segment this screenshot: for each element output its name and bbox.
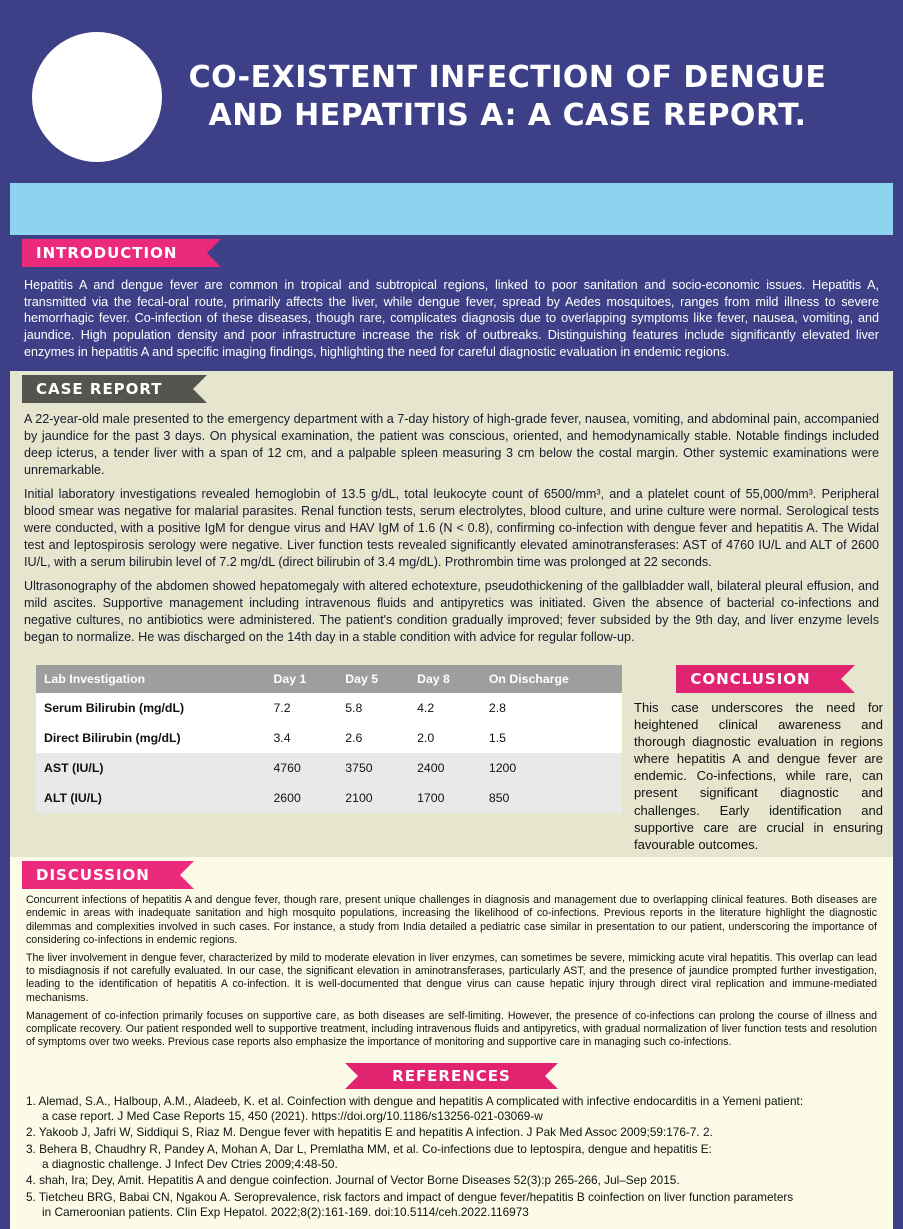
reference-4-line1: 4. shah, Ira; Dey, Amit. Hepatitis A and dengue coinfection. Journal of Vector Borne Diseases 52(3):p 265-266, Jul–Sep 2015. — [26, 1173, 680, 1188]
page-title — [162, 59, 853, 134]
column-lab-investigation: Lab Investigation — [36, 665, 265, 693]
conclusion-heading: CONCLUSION — [676, 665, 840, 693]
cell-direct-bilirubin-day5: 2.6 — [337, 723, 409, 753]
lab-investigation-table — [36, 665, 622, 813]
discussion-paragraph-2: The liver involvement in dengue fever, characterized by mild to moderate elevation in liver enzymes, can sometimes be severe, mimicking acute viral hepatitis. This overlap can lead to misdiagnosis if not carefully evaluated. In our case, the significant elevation in aminotransferases, particularly AST, and the presence of jaundice prompted further investigation, leading to the identification of hepatitis A co-infection. It is well-documented that dengue virus can cause hepatic injury through direct viral replication and immune-mediated mechanisms. — [26, 952, 877, 1004]
section-case-report-header — [10, 371, 893, 407]
column-day-1: Day 1 — [265, 665, 337, 693]
table-row — [36, 693, 622, 723]
table-header-row — [36, 665, 622, 693]
reference-1-line2: a case report. J Med Case Reports 15, 450 (2021). https://doi.org/10.1186/s13256-021-03069-w — [42, 1108, 543, 1123]
discussion-paragraph-3: Management of co-infection primarily focuses on supportive care, as both diseases are self-limiting. However, the presence of co-infections can prolong the course of illness and complicate recovery. Our patient responded well to supportive treatment, including intravenous fluids and antipyretics, with gradual normalization of liver function tests and resolution of symptoms over two weeks. Previous case reports also emphasize the importance of monitoring and supportive care in managing such co-infections. — [26, 1009, 877, 1049]
column-on-discharge: On Discharge — [481, 665, 622, 693]
discussion-text — [10, 891, 893, 1061]
section-discussion-header — [10, 857, 893, 891]
case-paragraph-3: Ultrasonography of the abdomen showed hepatomegaly with altered echotexture, pseudothickening of the gallbladder wall, bilateral pleural effusion, and mild ascites. Supportive management including intravenous fluids and antipyretics was initiated. Given the absence of bacterial co-infections and negative cultures, no antibiotics were administered. The patient's condition gradually improved; fever subsided by the 9th day, and liver enzyme levels began to normalize. He was discharged on the 14th day in a stable condition with advice for regular follow-up. — [24, 578, 879, 644]
row-label-serum-bilirubin: Serum Bilirubin (mg/dL) — [36, 693, 265, 723]
table-row — [36, 753, 622, 783]
author-band — [10, 183, 893, 235]
cell-serum-bilirubin-day5: 5.8 — [337, 693, 409, 723]
cell-serum-bilirubin-discharge: 2.8 — [481, 693, 622, 723]
case-paragraph-2: Initial laboratory investigations revealed hemoglobin of 13.5 g/dL, total leukocyte count of 6500/mm³, and a platelet count of 55,000/mm³. Peripheral blood smear was negative for malarial parasites. Renal function tests, serum electrolytes, blood culture, and urine culture were normal. Serological tests were conducted, with a positive IgM for dengue virus and HAV IgM of 1.6 (N < 0.8), confirming co-infection with dengue fever and hepatitis A. The Widal test and leptospirosis serology were negative. Liver function tests revealed significantly elevated aminotransferases: AST of 4760 IU/L and ALT of 2600 IU/L, with a serum bilirubin level of 7.2 mg/dL (direct bilirubin of 3.4 mg/dL). Prothrombin time was prolonged at 22 seconds. — [24, 486, 879, 569]
reference-5-line1: 5. Tietcheu BRG, Babai CN, Ngakou A. Seroprevalence, risk factors and impact of dengue fever/hepatitis B coinfection on liver function parameters — [26, 1189, 794, 1204]
cell-direct-bilirubin-day8: 2.0 — [409, 723, 481, 753]
conclusion-container — [622, 665, 893, 853]
introduction-text: Hepatitis A and dengue fever are common in tropical and subtropical regions, linked to poor sanitation and socio-economic issues. Hepatitis A, transmitted via the fecal-oral route, primarily affects the liver, while dengue fever, spread by Aedes mosquitoes, ranges from mild illness to severe hemorrhagic fever. Co-infection of these diseases, though rare, complicates diagnosis due to overlapping symptoms like fever, nausea, vomiting, and jaundice. High population density and poor infrastructure increase the risk of outbreaks. Distinguishing features include significantly elevated liver enzymes in hepatitis A and specific imaging findings, highlighting the need for careful diagnostic evaluation in endemic regions. — [10, 273, 893, 371]
row-label-ast: AST (IU/L) — [36, 753, 265, 783]
cell-alt-day1: 2600 — [265, 783, 337, 813]
cell-alt-discharge: 850 — [481, 783, 622, 813]
cell-direct-bilirubin-day1: 3.4 — [265, 723, 337, 753]
column-day-8: Day 8 — [409, 665, 481, 693]
conclusion-heading-wrap — [634, 665, 883, 693]
references-heading: REFERENCES — [358, 1063, 545, 1089]
page-title-line1: CO-EXISTENT INFECTION OF DENGUE — [188, 60, 827, 95]
row-label-direct-bilirubin: Direct Bilirubin (mg/dL) — [36, 723, 265, 753]
section-introduction-header — [10, 235, 893, 273]
cell-direct-bilirubin-discharge: 1.5 — [481, 723, 622, 753]
case-paragraph-1: A 22-year-old male presented to the emergency department with a 7-day history of high-grade fever, nausea, vomiting, and abdominal pain, accompanied by jaundice for the past 3 days. On physical examination, the patient was conscious, oriented, and hemodynamically stable. Notable findings included deep icterus, a tender liver with a span of 12 cm, and a palpable spleen measuring 3 cm below the costal margin. Other systemic examinations were unremarkable. — [24, 411, 879, 477]
table-row — [36, 723, 622, 753]
reference-5-line2: in Cameroonian patients. Clin Exp Hepatol. 2022;8(2):161-169. doi:10.5114/ceh.2022.116973 — [42, 1204, 529, 1219]
cell-ast-day1: 4760 — [265, 753, 337, 783]
section-references-header — [10, 1061, 893, 1089]
column-day-5: Day 5 — [337, 665, 409, 693]
cell-ast-discharge: 1200 — [481, 753, 622, 783]
cell-alt-day5: 2100 — [337, 783, 409, 813]
reference-1-line1: 1. Alemad, S.A., Halboup, A.M., Aladeeb, K. et al. Coinfection with dengue and hepatitis A complicated with infective endocarditis in a Yemeni patient: — [26, 1093, 804, 1108]
cell-serum-bilirubin-day8: 4.2 — [409, 693, 481, 723]
list-item — [26, 1190, 877, 1221]
poster-header — [10, 10, 893, 183]
introduction-heading: INTRODUCTION — [22, 239, 207, 267]
cell-alt-day8: 1700 — [409, 783, 481, 813]
lab-table-container — [10, 665, 622, 853]
row-label-alt: ALT (IU/L) — [36, 783, 265, 813]
discussion-paragraph-1: Concurrent infections of hepatitis A and dengue fever, though rare, present unique challenges in diagnosis and management due to overlapping clinical features. Both diseases are endemic in areas with inadequate sanitation and high mosquito populations, increasing the likelihood of co-infections. Previous reports in the literature highlight the diagnostic dilemmas and complexities involved in such cases. For instance, a study from India detailed a pediatric case similar in presentation to our patient, underscoring the importance of considering co-infections in endemic regions. — [26, 894, 877, 946]
list-item — [26, 1173, 877, 1188]
reference-2-line1: 2. Yakoob J, Jafri W, Siddiqui S, Riaz M. Dengue fever with hepatitis E and hepatitis A infection. J Pak Med Assoc 2009;59:176-7. 2. — [26, 1125, 713, 1140]
page-title-line2: AND HEPATITIS A: A CASE REPORT. — [208, 97, 807, 133]
cell-ast-day5: 3750 — [337, 753, 409, 783]
case-report-heading: CASE REPORT — [22, 375, 193, 403]
cell-ast-day8: 2400 — [409, 753, 481, 783]
institution-logo — [32, 32, 162, 162]
references-list — [10, 1089, 893, 1229]
table-row — [36, 783, 622, 813]
list-item — [26, 1125, 877, 1140]
list-item — [26, 1142, 877, 1173]
cell-serum-bilirubin-day1: 7.2 — [265, 693, 337, 723]
conclusion-text: This case underscores the need for heightened clinical awareness and thorough diagnostic evaluation in regions where hepatitis A and dengue fever are endemic. Co-infections, while rare, can present significant diagnostic and challenges. Early identification and supportive care are crucial in ensuring favourable outcomes. — [634, 699, 883, 852]
list-item — [26, 1094, 877, 1125]
poster-body — [10, 235, 893, 1229]
reference-3-line1: 3. Behera B, Chaudhry R, Pandey A, Mohan A, Dar L, Premlatha MM, et al. Co-infections due to leptospira, dengue and hepatitis E: — [26, 1141, 712, 1156]
case-report-text — [10, 407, 893, 661]
table-conclusion-row — [10, 661, 893, 857]
discussion-heading: DISCUSSION — [22, 861, 180, 889]
reference-3-line2: a diagnostic challenge. J Infect Dev Ctries 2009;4:48-50. — [42, 1156, 338, 1171]
title-block — [162, 59, 893, 134]
